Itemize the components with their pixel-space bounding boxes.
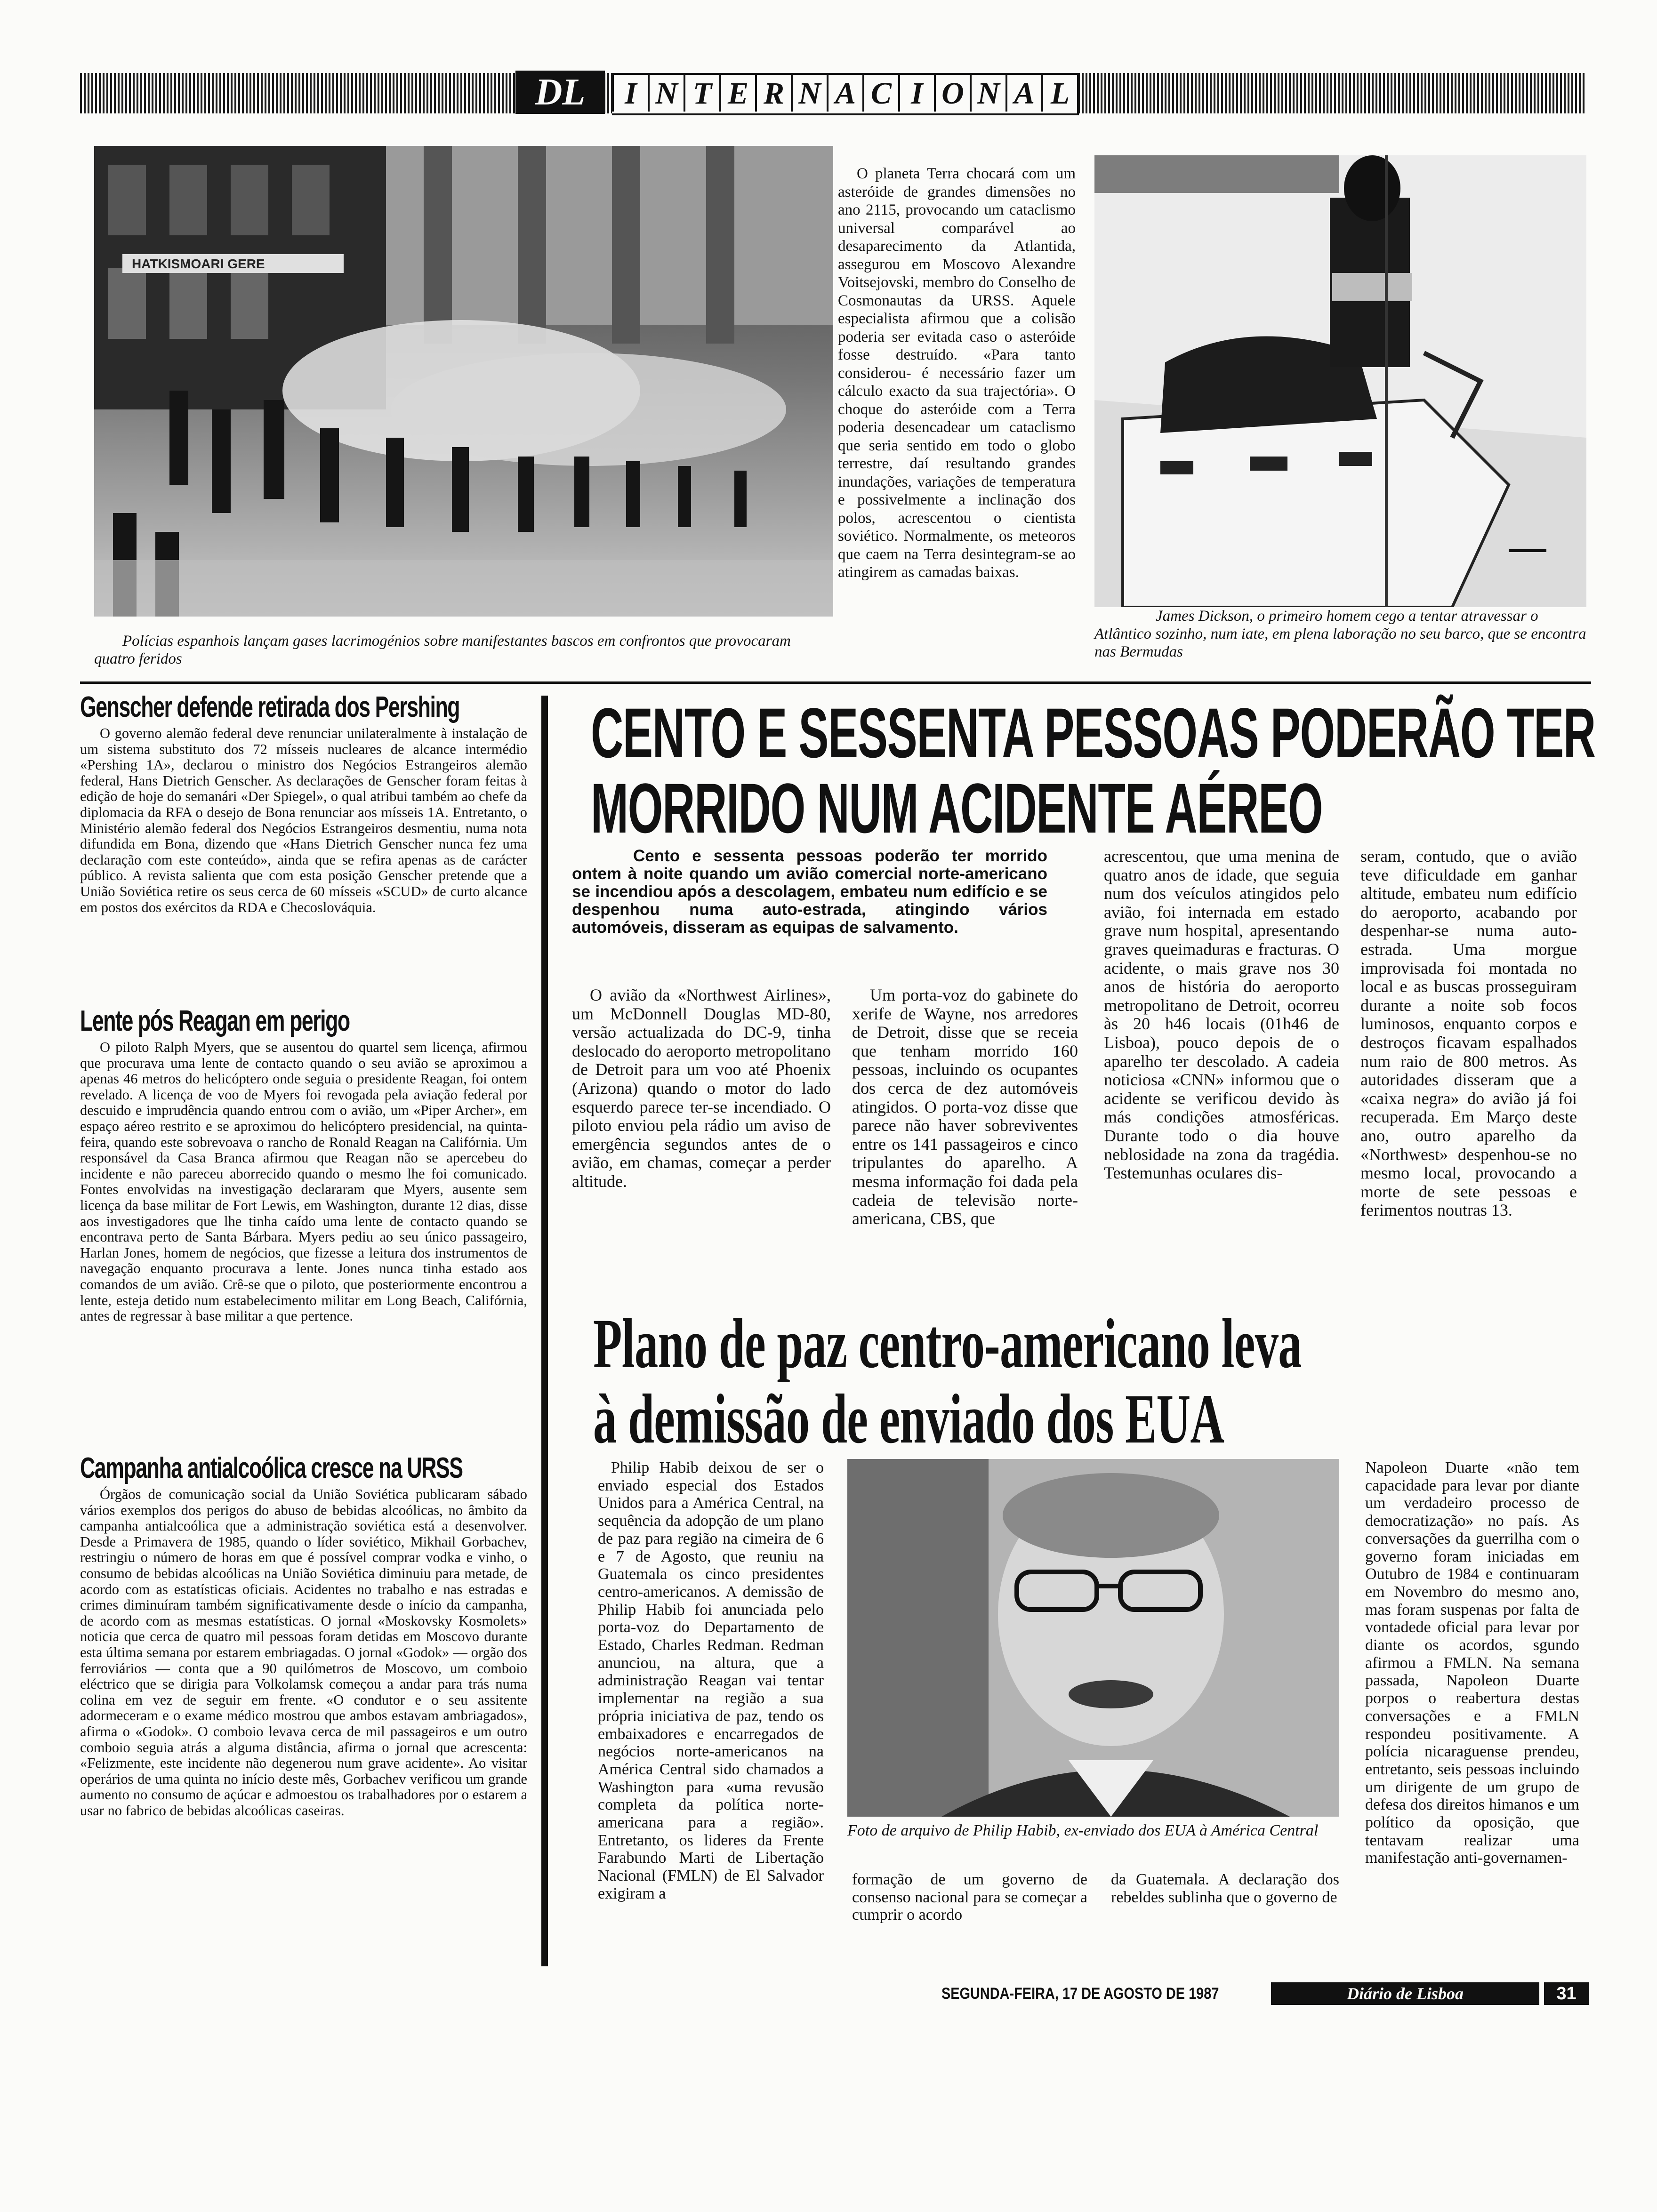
asteroid-article [838, 165, 1076, 582]
peace-col-4 [1365, 1459, 1579, 1867]
genscher-headline: Genscher defende retirada dos Pershing [80, 691, 460, 723]
section-title-letter: N [648, 75, 684, 112]
section-title-letter: I [612, 75, 648, 112]
footer-date: SEGUNDA-FEIRA, 17 DE AGOSTO DE 1987 [941, 1985, 1219, 2003]
section-title-letter: E [719, 75, 755, 112]
photo-basque-protest [94, 146, 833, 617]
crash-headline-line1: CENTO E SESSENTA PESSOAS PODERÃO TER [591, 693, 1595, 772]
photo-philip-habib [847, 1459, 1339, 1817]
section-title-letter: O [934, 75, 970, 112]
crash-lead-text: Cento e sessenta pessoas poderão ter morrido ontem à noite quando um avião comercial norte-americano se incendiou após a descolagem, embateu num edifício e se despenhou numa auto-estrada, atingindo vários automóveis, disseram as equipas de salvamento. [572, 847, 1047, 937]
peace-col-3-bottom [1111, 1871, 1339, 1906]
reagan-story [80, 1005, 527, 1324]
section-title-letter: I [898, 75, 934, 112]
peace-col-1-text: Philip Habib deixou de ser o enviado especial dos Estados Unidos para a América Central, na sequência da adopção de um plano de paz para região na cimeira de 6 e 7 de Agosto, que reuniu na Guatemala os cinco presidentes centro-americanos. A demissão de Philip Habib foi anunciada pelo porta-voz do Departamento de Estado, Charles Redman. Redman anunciou, na altura, que a administração Reagan vai tentar implementar na região a sua própria iniciativa de paz, tendo os embaixadores e encarregados de negócios norte-americanos na América Central sido chamados a Washington para «uma revusão completa da política norte-americana para a região». Entretanto, os lideres da Frente Farabundo Marti de Libertação Nacional (FMLN) de El Salvador exigiram a [598, 1459, 824, 1902]
peace-col-3-text: da Guatemala. A declaração dos rebeldes sublinha que o governo de [1111, 1871, 1339, 1906]
section-title-letter: L [1041, 75, 1077, 112]
section-title-letter: C [862, 75, 898, 112]
peace-headline [593, 1306, 1605, 1464]
crash-headline [591, 693, 1603, 848]
peace-col-2-text: formação de um governo de consenso nacional para se começar a cumprir o acordo [852, 1871, 1087, 1924]
genscher-text: O governo alemão federal deve renunciar unilateralmente à instalação de um sistema substituto dos 72 mísseis nucleares de alcance intermédio «Pershing 1A», declarou o ministro dos Negócios Estrangeiros alemão federal, Hans Dietrich Genscher. As declarações de Genscher foram feitas à edição de hoje do semanári «Der Spiegel», o qual atribui também ao chefe da diplomacia da RFA o desejo de Bona renunciar aos mísseis 1A. Entretanto, o Ministério alemão federal dos Negócios Estrangeiros desmentiu, numa nota difundida em Bona, dizendo que «Hans Dietrich Genscher nunca fez uma declaração com este conteúdo», ainda que se refira apenas as de carácter público. A revista salienta que com esta posição Genscher pretende que a União Soviética retire os seus cerca de 60 mísseis «SCUD» de curto alcance em postos dos exércitos da RDA e Checoslováquia. [80, 725, 527, 915]
peace-headline-line2: à demissão de enviado dos EUA [593, 1380, 1224, 1458]
urss-text: Órgãos de comunicação social da União Soviética publicaram sábado vários exemplos dos perigos do abuso de bebidas alcoólicas, no âmbito da campanha antialcoólica que a administração soviética está a desenvolver. Desde a Primavera de 1985, quando o líder soviético, Mikhail Gorbachev, restringiu o número de horas em que é possível comprar vodka e vinho, o consumo de bebidas alcoólicas na União Soviética diminuiu para metade, de acordo com as estatísticas oficiais. Acidentes no trabalho e nas estradas e crimes diminuíram também significativamente desde o início da campanha, de acordo com as mesmas estatísticas. O jornal «Moskovsky Kosmolets» noticia que cerca de quatro mil pessoas foram detidas em Moscovo durante esta última semana por estarem embriagadas. O jornal «Godok» — orgão dos ferroviários — conta que a 90 quilómetros de Moscovo, um comboio eléctrico que se dirigia para Volkolamsk começou a andar para trás numa colina em vez de seguir em frente. «O condutor e o seu assitente adormeceram e o exame médico mostrou que ambos estavam ambriagados», afirma o «Godok». O comboio levava cerca de mil passageiros e um outro comboio seguia atrás a alguma distância, afirma o jornal que acrescenta: «Felizmente, este incidente não degenerou num grave acidente». Ao visitar operários de uma quinta no início deste mês, Gorbachev verificou um grande aumento no consumo de açúcar e admoestou os trabalhadores por o estarem a usar no fabrico de bebidas alcoólicas caseiras. [80, 1486, 527, 1819]
crash-col-4 [1360, 847, 1577, 1220]
crash-col-2 [852, 986, 1078, 1228]
photo-james-dickson-yacht [1094, 155, 1586, 607]
photo-basque-protest-drawing [94, 146, 833, 617]
section-title-letter: R [755, 75, 791, 112]
peace-col-4-text: Napoleon Duarte «não tem capacidade para levar por diante um verdadeiro processo de democratização» no país. As conversações da guerrilha com o governo foram iniciadas em Outubro de 1984 e continuaram em Novembro do mesmo ano, mas foram suspenas por falta de vontadede oficial para levar por diante os acordos, sgundo afirmou a FMLN. Na semana passada, Napoleon Duarte porpos o reabertura destas conversações e a FMLN respondeu positivamente. A polícia nicaraguense prendeu, entretanto, seis pessoas incluindo um dirigente de um grupo de defesa dos direitos himanos e um político da oposição, que tentavam realizar uma manifestação anti-governamen- [1365, 1459, 1579, 1867]
reagan-headline: Lente pós Reagan em perigo [80, 1005, 350, 1037]
crash-col-4-text: seram, contudo, que o avião teve dificuldade em ganhar altitude, embateu num edifício do aeroporto, acabando por despenhar-se numa auto-estrada. Uma morgue improvisada foi montada no local e as buscas prosseguiram durante a noite sob focos luminosos, enquanto corpos e destroços ficavam espalhados num raio de 800 metros. As autoridades disseram que a «caixa negra» do avião já foi recuperada. Em Março deste ano, outro aparelho da «Northwest» despenhou-se no mesmo local, provocando a morte de sete pessoas e ferimentos noutras 13. [1360, 847, 1577, 1220]
footer-page-number: 31 [1544, 1982, 1589, 2005]
caption-text: James Dickson, o primeiro homem cego a tentar atravessar o Atlântico sozinho, num iate, em plena laboração no seu barco, que se encontra nas Bermudas [1094, 608, 1586, 660]
urss-headline: Campanha antialcoólica cresce na URSS [80, 1452, 463, 1484]
photo-dickson-caption [1094, 607, 1586, 661]
section-title-letter: A [1005, 75, 1041, 112]
crash-lead [572, 847, 1047, 937]
footer-paper-name: Diário de Lisboa [1271, 1982, 1539, 2005]
photo-habib-drawing [847, 1459, 1339, 1817]
caption-text: Foto de arquivo de Philip Habib, ex-enviado dos EUA à América Central [847, 1822, 1319, 1839]
crash-headline-line2: MORRIDO NUM ACIDENTE AÉREO [591, 769, 1323, 848]
photo-yacht-drawing [1094, 155, 1586, 607]
top-section-rule [80, 681, 1591, 684]
peace-col-2-bottom [852, 1871, 1087, 1924]
caption-text: Polícias espanhois lançam gases lacrimogénios sobre manifestantes bascos em confrontos que provocaram quatro feridos [94, 633, 791, 667]
photo-sign-text: HATKISMOARI GERE [132, 256, 265, 271]
section-title-letter: A [827, 75, 862, 112]
masthead-logo: DL [515, 71, 605, 114]
section-title-letter: N [791, 75, 827, 112]
crash-col-3-text: acrescentou, que uma menina de quatro anos de idade, que seguia num dos veículos atingidos pelo avião, foi internada em estado grave num hospital, apresentando graves queimaduras e fracturas. O acidente, o mais grave nos 30 anos de história do aeroporto metropolitano de Detroit, ocorreu às 20 h46 locais (01h46 de Lisboa), pouco depois de o aparelho ter descolado. A cadeia noticiosa «CNN» informou que o acidente se verificou devido às más condições atmosféricas. Durante todo o dia houve neblosidade na zona da tragédia. Testemunhas oculares dis- [1104, 847, 1339, 1183]
section-title-letter: N [970, 75, 1005, 112]
photo-basque-caption [94, 632, 833, 668]
peace-headline-line1: Plano de paz centro-americano leva [593, 1305, 1302, 1383]
asteroid-article-text: O planeta Terra chocará com um asteróide de grandes dimensões no ano 2115, provocando um cataclismo universal comparável ao desaparecimento da Atlantida, assegurou em Moscovo Alexandre Voitsejovski, membro do Conselho de Cosmonautas da URSS. Aquele especialista afirmou que a colisão poderia ser evitada caso o asteróide fosse destruído. «Para tanto considerou- é necessário fazer um cálculo exacto da sua trajectória». O choque do asteróide com a Terra poderia desencadear um cataclismo que seria sentido em todo o globo terrestre, daí resultando grandes inundações, variações de temperatura e possivelmente a inclinação dos polos, acrescentou o cientista soviético. Normalmente, os meteoros que caem na Terra desintegram-se ao atingirem as camadas baixas. [838, 165, 1076, 581]
crash-col-1 [572, 986, 831, 1191]
column-rule [541, 696, 548, 1966]
footer-bar [941, 1982, 1589, 2006]
section-title-letter: T [684, 75, 719, 112]
genscher-story [80, 691, 527, 915]
reagan-text: O piloto Ralph Myers, que se ausentou do quartel sem licença, afirmou que procurava uma lente de contacto quando o seu avião se aproximou a apenas 46 metros do helicóptero onde seguia o presidente Reagan, foi ontem revelado. A licença de voo de Myers foi revogada pela aviação federal por descuido e imprudência quando entrou com o avião, um «Piper Archer», em espaço aéreo restrito e se aproximou do helicóptero presidencial, na quinta-feira, quando este sobrevoava o rancho de Ronald Reagan na Califórnia. Um responsável da Casa Branca afirmou que Reagan não se apercebeu do incidente e não pareceu aborrecido quando o mesmo lhe foi comunicado. Fontes envolvidas na investigação declararam que Myers, ausente sem licença da base militar de Fort Lewis, em Washington, durante 12 dias, disse aos investigadores que lhe tinha caído uma lente de contacto quando se encontrava perto de Santa Bárbara. Myers pediu ao seu único passageiro, Harlan Jones, homem de negócios, que fizesse a leitura dos instrumentos de navegação enquanto procurava a lente. Jones nunca tinha estado aos comandos de um avião. Crê-se que o piloto, que posteriormente encontrou a lente, esteja detido num estabelecimento militar em Long Beach, Califórnia, antes de regressar à base militar a que pertence. [80, 1039, 527, 1324]
section-title-internacional [612, 73, 1079, 115]
crash-col-2-text: Um porta-voz do gabinete do xerife de Wayne, nos arredores de Detroit, disse que se receia que tenham morrido 160 pessoas, incluindo os ocupantes dos cerca de dez automóveis atingidos. O porta-voz disse que parece não haver sobreviventes entre os 141 passageiros e cinco tripulantes do aparelho. A mesma informação foi dada pela cadeia de televisão norte-americana, CBS, que [852, 986, 1078, 1228]
crash-col-3 [1104, 847, 1339, 1183]
peace-col-1 [598, 1459, 824, 1903]
crash-col-1-text: O avião da «Northwest Airlines», um McDonnell Douglas MD-80, versão actualizada do DC-9, tinha deslocado do aeroporto metropolitano de Detroit para um voo até Phoenix (Arizona) quando o motor do lado esquerdo parece ter-se incendiado. O piloto enviou pela rádio um aviso de emergência segundos antes de o avião, em chamas, começar a perder altitude. [572, 986, 831, 1191]
photo-habib-caption [847, 1821, 1339, 1840]
urss-story [80, 1452, 527, 1819]
